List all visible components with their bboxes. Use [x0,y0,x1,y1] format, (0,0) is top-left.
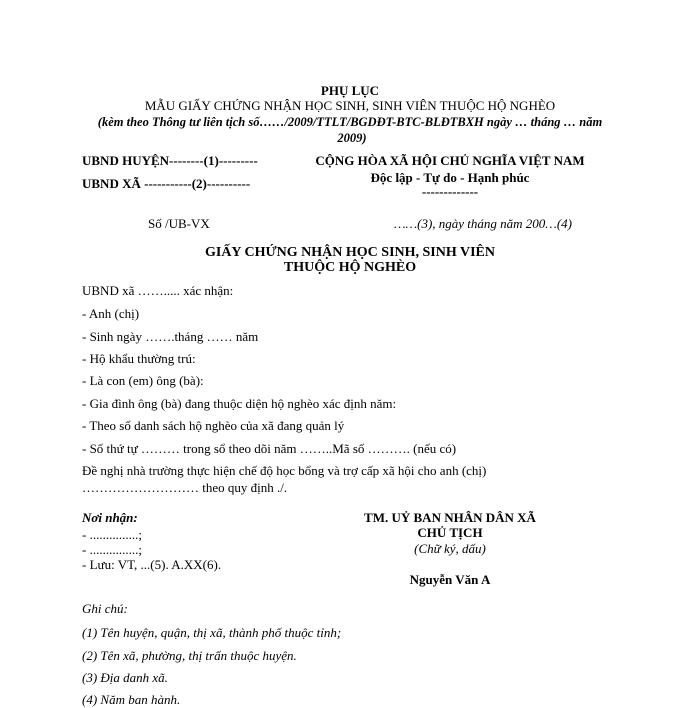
appendix-heading: PHỤ LỤC [320,83,380,98]
body-line: - Hộ khẩu thường trú: [82,351,196,366]
reference-line-2: 2009) [337,131,367,145]
body-line: - Gia đình ông (bà) đang thuộc diện hộ nghèo xác định năm: [82,396,397,411]
body-line: - Là con (em) ông (bà): [82,373,204,388]
motto-underline: ------------- [421,184,479,199]
place-and-date: ……(3), ngày tháng năm 200…(4) [394,216,573,231]
body-line: - Anh (chị) [82,306,140,321]
body-line: - Sinh ngày …….tháng …… năm [82,329,259,344]
signature-role: CHỦ TỊCH [417,525,483,540]
country-name: CỘNG HÒA XÃ HỘI CHỦ NGHĨA VIỆT NAM [315,153,585,168]
reference-line-1: (kèm theo Thông tư liên tịch số……/2009/TTLT/BGDĐT-BTC-BLĐTBXH ngày … tháng … năm [97,115,603,129]
document-number: Số /UB-VX [148,216,210,231]
request-line-2: ……………………… theo quy định ./. [82,480,288,495]
district-line: UBND HUYỆN--------(1)--------- [82,153,258,168]
notes-label: Ghi chú: [82,601,128,616]
note-item: (3) Địa danh xã. [82,670,168,685]
note-item: (4) Năm ban hành. [82,692,181,707]
note-item: (1) Tên huyện, quận, thị xã, thành phố thuộc tỉnh; [82,625,342,640]
signer-name: Nguyễn Văn A [409,572,491,587]
request-line-1: Đề nghị nhà trường thực hiện chế độ học bổng và trợ cấp xã hội cho anh (chị) [82,463,487,478]
national-motto: Độc lập - Tự do - Hạnh phúc [370,170,530,185]
body-line: - Số thứ tự ……… trong sổ theo dõi năm ……..Mã số ………. (nếu có) [82,441,457,456]
commune-line: UBND XÃ -----------(2)---------- [82,176,251,191]
recipient-item: - ...............; [82,527,142,542]
certificate-title-2: THUỘC HỘ NGHÈO [283,260,417,275]
body-line: - Theo sổ danh sách hộ nghèo của xã đang quản lý [82,418,345,433]
body-intro: UBND xã ……..... xác nhận: [82,283,234,298]
signature-org: TM. UỶ BAN NHÂN DÂN XÃ [364,510,536,525]
signature-note: (Chữ ký, dấu) [414,541,486,556]
recipients-label: Nơi nhận: [82,510,138,525]
recipient-item: - Lưu: VT, ...(5). A.XX(6). [82,557,222,572]
recipient-item: - ...............; [82,542,142,557]
form-title: MẪU GIẤY CHỨNG NHẬN HỌC SINH, SINH VIÊN THUỘC HỘ NGHÈO [144,98,556,113]
certificate-title-1: GIẤY CHỨNG NHẬN HỌC SINH, SINH VIÊN [204,245,495,260]
note-item: (2) Tên xã, phường, thị trấn thuộc huyện. [82,648,297,663]
